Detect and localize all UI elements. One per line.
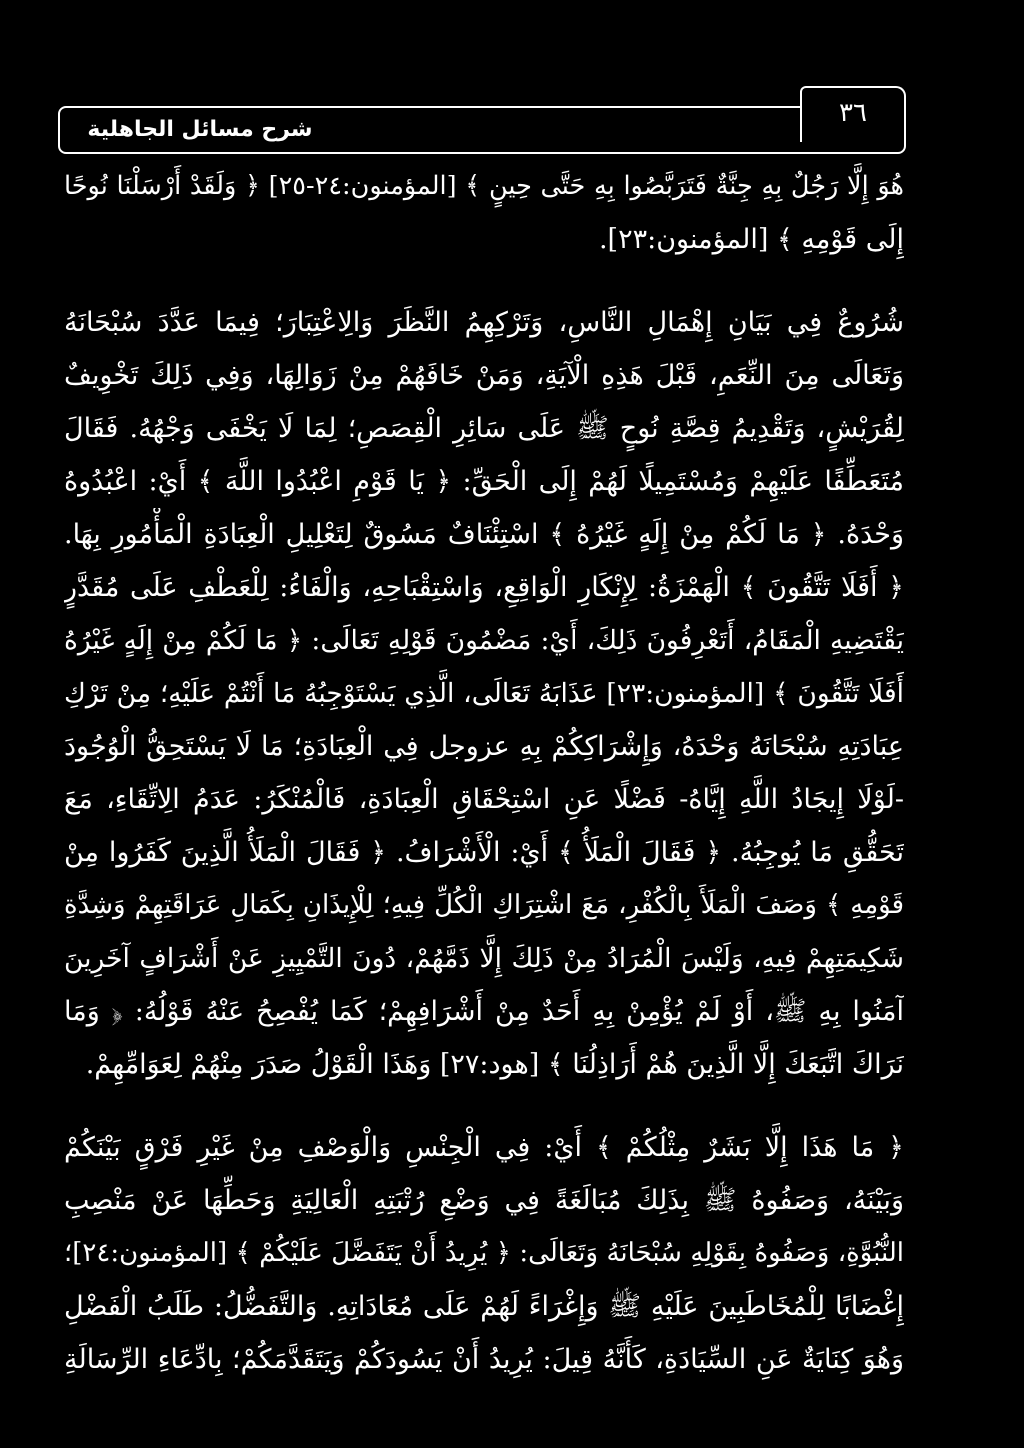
text-line: ﴿ أَفَلَا تَتَّقُونَ ﴾ الْهَمْزَةُ: لِإِنْكَارِ الْوَاقِعِ، وَاسْتِقْبَاحِهِ، وَالْفَاءُ: لِلْعَطْفِ عَلَى مُقَدَّرٍ xyxy=(64,572,904,603)
text-line: النُّبُوَّةِ، وَصَفُوهُ بِقَوْلِهِ سُبْحَانَهُ وَتَعَالَى: ﴿ يُرِيدُ أَنْ يَتَفَضَّلَ عَلَيْكُمْ ﴾ [المؤمنون:٢٤]؛ xyxy=(64,1238,904,1268)
text-line: ﴿ مَا هَذَا إِلَّا بَشَرٌ مِثْلُكُمْ ﴾ أَيْ: فِي الْجِنْسِ وَالْوَصْفِ مِنْ غَيْرِ فَرْقٍ بَيْنَكُمْ xyxy=(64,1132,904,1163)
text-line: أَفَلَا تَتَّقُونَ ﴾ [المؤمنون:٢٣] عَذَابَهُ تَعَالَى، الَّذِي يَسْتَوْجِبُهُ مَا أَنْتُمْ عَلَيْهِ؛ مِنْ تَرْكِ xyxy=(64,678,904,709)
paragraph-2 xyxy=(64,296,904,1091)
book-title: شرح مسائل الجاهلية xyxy=(87,117,313,142)
page-number: ٣٦ xyxy=(839,98,867,128)
text-line: شُرُوعٌ فِي بَيَانِ إِهْمَالِ النَّاسِ، وَتَرْكِهِمُ النَّظَرَ وَالِاعْتِبَارَ؛ فِيمَا عَدَّدَ سُبْحَانَهُ xyxy=(64,307,904,338)
text-line: آمَنُوا بِهِ ﷺ، أَوْ لَمْ يُؤْمِنْ بِهِ أَحَدٌ مِنْ أَشْرَافِهِمْ؛ كَمَا يُفْصِحُ عَنْهُ قَوْلُهُ: ﴿ وَمَا xyxy=(64,996,904,1027)
text-line: قَوْمِهِ ﴾ وَصَفَ الْمَلَأَ بِالْكُفْرِ، مَعَ اشْتِرَاكِ الْكُلِّ فِيهِ؛ لِلْإِيذَانِ بِكَمَالِ عَرَاقَتِهِمْ وَشِدَّةِ xyxy=(64,890,904,920)
paragraph-3 xyxy=(64,1121,904,1386)
text-line: إِلَى قَوْمِهِ ﴾ [المؤمنون:٢٣]. xyxy=(598,224,904,255)
paragraph-1 xyxy=(64,160,904,266)
text-line: وَتَعَالَى مِنَ النِّعَمِ، قَبْلَ هَذِهِ الْآيَةِ، وَمَنْ خَافَهُمْ مِنْ زَوَالِهَا، وَفِي ذَلِكَ تَخْوِيفٌ xyxy=(64,360,904,391)
text-line: يَقْتَضِيهِ الْمَقَامُ، أَتَعْرِفُونَ ذَلِكَ، أَيْ: مَضْمُونَ قَوْلِهِ تَعَالَى: ﴿ مَا لَكُمْ مِنْ إِلَهٍ غَيْرُهُ xyxy=(64,625,904,656)
text-line: نَرَاكَ اتَّبَعَكَ إِلَّا الَّذِينَ هُمْ أَرَاذِلُنَا ﴾ [هود:٢٧] وَهَذَا الْقَوْلُ صَدَرَ مِنْهُمْ لِعَوَامِّهِمْ. xyxy=(85,1049,904,1080)
text-line: لِقُرَيْشٍ، وَتَقْدِيمُ قِصَّةِ نُوحٍ ﷺ عَلَى سَائِرِ الْقِصَصِ؛ لِمَا لَا يَخْفَى وَجْهُهُ. فَقَالَ xyxy=(64,413,904,444)
text-line: هُوَ إِلَّا رَجُلٌ بِهِ جِنَّةٌ فَتَرَبَّصُوا بِهِ حَتَّى حِينٍ ﴾ [المؤمنون:٢٤-٢٥] ﴿ وَلَقَدْ أَرْسَلْنَا نُوحًا xyxy=(64,171,904,201)
text-line: وَبَيْنَهُ، وَصَفُوهُ ﷺ بِذَلِكَ مُبَالَغَةً فِي وَضْعِ رُتْبَتِهِ الْعَالِيَةِ وَحَطِّهَا عَنْ مَنْصِبِ xyxy=(64,1185,904,1216)
text-line: تَحَقُّقِ مَا يُوجِبُهُ. ﴿ فَقَالَ الْمَلَأُ ﴾ أَيْ: الْأَشْرَافُ. ﴿ فَقَالَ الْمَلَأُ الَّذِينَ كَفَرُوا مِنْ xyxy=(64,837,904,868)
text-line: مُتَعَطِّفًا عَلَيْهِمْ وَمُسْتَمِيلًا لَهُمْ إِلَى الْحَقِّ: ﴿ يَا قَوْمِ اعْبُدُوا اللَّهَ ﴾ أَيْ: اعْبُدُوهُ xyxy=(64,466,904,497)
text-line: شَكِيمَتِهِمْ فِيهِ، وَلَيْسَ الْمُرَادُ مِنْ ذَلِكَ إِلَّا ذَمَّهُمْ، دُونَ التَّمْيِيزِ عَنْ أَشْرَافٍ آخَرِينَ xyxy=(64,943,904,974)
text-line: -لَوْلَا إِيجَادُ اللَّهِ إِيَّاهُ- فَضْلًا عَنِ اسْتِحْقَاقِ الْعِبَادَةِ، فَالْمُنْكَرُ: عَدَمُ الِاتِّقَاءِ، مَعَ xyxy=(64,784,904,815)
text-line: وَهُوَ كِنَايَةٌ عَنِ السِّيَادَةِ، كَأَنَّهُ قِيلَ: يُرِيدُ أَنْ يَسُودَكُمْ وَيَتَقَدَّمَكُمْ؛ بِادِّعَاءِ الرِّسَالَةِ xyxy=(64,1344,904,1375)
paragraph-gap xyxy=(64,1091,904,1121)
text-line: عِبَادَتِهِ سُبْحَانَهُ وَحْدَهُ، وَإِشْرَاكِكُمْ بِهِ عزوجل فِي الْعِبَادَةِ؛ مَا لَا يَسْتَحِقُّ الْوُجُودَ xyxy=(64,731,904,762)
text-body xyxy=(64,160,904,1386)
text-line: إِغْضَابًا لِلْمُخَاطَبِينَ عَلَيْهِ ﷺ وَإِغْرَاءً لَهُمْ عَلَى مُعَادَاتِهِ. وَالتَّفَضُّلُ: طَلَبُ الْفَضْلِ xyxy=(64,1291,904,1322)
paragraph-gap xyxy=(64,266,904,296)
text-line: وَحْدَهُ. ﴿ مَا لَكُمْ مِنْ إِلَهٍ غَيْرُهُ ﴾ اسْتِئْنَافٌ مَسُوقٌ لِتَعْلِيلِ الْعِبَادَةِ الْمَأْمُورِ بِهَا. xyxy=(64,519,904,550)
